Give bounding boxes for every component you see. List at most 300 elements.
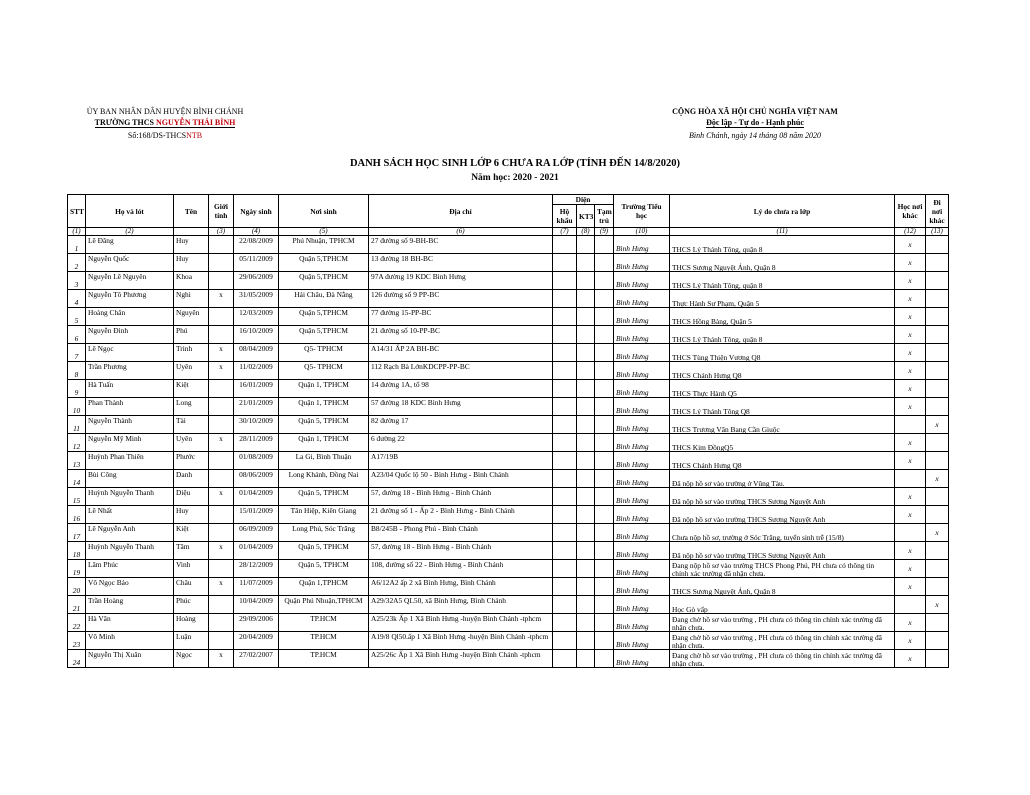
cell-ho: Lê Ngọc xyxy=(86,344,174,362)
col-kt3: KT3 xyxy=(577,205,595,228)
col-diachi: Địa chỉ xyxy=(369,195,553,228)
col-tamtru: Tạm trú xyxy=(595,205,614,228)
cell-kt3 xyxy=(577,416,595,434)
cell-truong: Bình Hưng xyxy=(614,650,670,668)
cell-diachi: A19/8 Ql50.ấp 1 Xã Bình Hưng -huyện Bình Chánh -tphcm xyxy=(369,632,553,650)
document-date: Bình Chánh, ngày 14 tháng 08 năm 2020 xyxy=(689,131,821,140)
cell-stt: 19 xyxy=(68,560,86,578)
cell-lydo: Đang chờ hồ sơ vào trường , PH chưa có thông tin chính xác trường đã nhận chưa. xyxy=(670,632,895,650)
cell-truong: Bình Hưng xyxy=(614,578,670,596)
cell-ngaysinh: 28/11/2009 xyxy=(234,434,279,452)
cell-diachi: B8/245B - Phong Phú - Bình Chánh xyxy=(369,524,553,542)
table-row xyxy=(68,542,949,560)
cell-dinoikhac xyxy=(926,344,949,362)
cell-ho: Nguyễn Lê Nguyên xyxy=(86,272,174,290)
cell-dinoikhac xyxy=(926,614,949,632)
cell-truong: Bình Hưng xyxy=(614,614,670,632)
cell-gioitinh: x xyxy=(209,344,234,362)
cell-gioitinh xyxy=(209,632,234,650)
cell-hokhau xyxy=(553,398,577,416)
cell-truong: Bình Hưng xyxy=(614,344,670,362)
cell-hokhau xyxy=(553,416,577,434)
col-ngaysinh: Ngày sinh xyxy=(234,195,279,228)
cell-lydo: THCS Sương Nguyệt Ánh, Quận 8 xyxy=(670,254,895,272)
cell-ten: Nguyên xyxy=(174,308,209,326)
col-dinoikhac: Đi nơi khác xyxy=(926,195,949,228)
cell-ngaysinh: 30/10/2009 xyxy=(234,416,279,434)
cell-gioitinh xyxy=(209,560,234,578)
cell-noisinh: Quận 1, TPHCM xyxy=(279,380,369,398)
cell-hocnoikhac: x xyxy=(895,308,926,326)
cell-gioitinh: x xyxy=(209,650,234,668)
cell-diachi: 112 Rạch Bà LớnKDCPP-PP-BC xyxy=(369,362,553,380)
cell-noisinh: Long Phú, Sóc Trăng xyxy=(279,524,369,542)
table-row xyxy=(68,596,949,614)
cell-gioitinh xyxy=(209,524,234,542)
cell-tamtru xyxy=(595,344,614,362)
cell-noisinh: Q5- TPHCM xyxy=(279,362,369,380)
cell-ngaysinh: 06/09/2009 xyxy=(234,524,279,542)
table-row xyxy=(68,416,949,434)
cell-truong: Bình Hưng xyxy=(614,488,670,506)
cell-hokhau xyxy=(553,596,577,614)
cell-noisinh: Q5- TPHCM xyxy=(279,344,369,362)
cell-lydo: THCS Lý Thánh Tông, quận 8 xyxy=(670,326,895,344)
cell-truong: Bình Hưng xyxy=(614,542,670,560)
cell-lydo: Đã nộp hồ sơ vào trường THCS Sương Nguyệt Anh xyxy=(670,506,895,524)
cell-lydo: Chưa nộp hồ sơ, trường ở Sóc Trăng, tuyển sinh trễ (15/8) xyxy=(670,524,895,542)
cell-ngaysinh: 29/09/2006 xyxy=(234,614,279,632)
cell-hokhau xyxy=(553,524,577,542)
cell-hokhau xyxy=(553,578,577,596)
table-row xyxy=(68,650,949,668)
col-lydo: Lý do chưa ra lớp xyxy=(670,195,895,228)
cell-dinoikhac xyxy=(926,632,949,650)
cell-diachi: A25/26c Ấp 1 Xã Bình Hưng -huyện Bình Chánh -tphcm xyxy=(369,650,553,668)
cell-kt3 xyxy=(577,380,595,398)
cell-kt3 xyxy=(577,524,595,542)
cell-ho: Hà Văn xyxy=(86,614,174,632)
cell-truong: Bình Hưng xyxy=(614,254,670,272)
cell-diachi: 13 đường 18 BH-BC xyxy=(369,254,553,272)
cell-noisinh: Quận 5,TPHCM xyxy=(279,272,369,290)
cell-lydo: THCS Chánh Hưng Q8 xyxy=(670,452,895,470)
cell-dinoikhac xyxy=(926,380,949,398)
cell-truong: Bình Hưng xyxy=(614,596,670,614)
cell-stt: 20 xyxy=(68,578,86,596)
cell-ngaysinh: 29/06/2009 xyxy=(234,272,279,290)
cell-dinoikhac: x xyxy=(926,470,949,488)
cell-tamtru xyxy=(595,434,614,452)
cell-dinoikhac xyxy=(926,542,949,560)
cell-ten: Ngọc xyxy=(174,650,209,668)
cell-dinoikhac xyxy=(926,650,949,668)
col-ten: Tên xyxy=(174,195,209,228)
cell-stt: 8 xyxy=(68,362,86,380)
cell-ngaysinh: 31/05/2009 xyxy=(234,290,279,308)
cell-ten: Tâm xyxy=(174,542,209,560)
cell-kt3 xyxy=(577,398,595,416)
cell-gioitinh xyxy=(209,506,234,524)
cell-hocnoikhac: x xyxy=(895,326,926,344)
cell-tamtru xyxy=(595,452,614,470)
cell-ngaysinh: 21/01/2009 xyxy=(234,398,279,416)
cell-lydo: Đang nộp hồ sơ vào trường THCS Phong Phú, PH chưa có thông tin chính xác trường đã nhận chưa. xyxy=(670,560,895,578)
cell-lydo: Đã nộp hồ sơ vào trường ở Vũng Tàu. xyxy=(670,470,895,488)
cell-tamtru xyxy=(595,470,614,488)
cell-truong: Bình Hưng xyxy=(614,434,670,452)
cell-truong: Bình Hưng xyxy=(614,290,670,308)
cell-ho: Nguyễn Quốc xyxy=(86,254,174,272)
cell-diachi: A25/23k Ấp 1 Xã Bình Hưng -huyện Bình Chánh -tphcm xyxy=(369,614,553,632)
cell-diachi: 57, đường 18 - Bình Hưng - Bình Chánh xyxy=(369,488,553,506)
cell-lydo: Đã nộp hồ sơ vào trường THCS Sương Nguyệt Anh xyxy=(670,488,895,506)
cell-kt3 xyxy=(577,578,595,596)
national-motto: Độc lập - Tự do - Hạnh phúc xyxy=(706,118,804,127)
column-number-row: (1) (2) (3) (4) (5) (6) (7) (8) (9) (10) (11) (12) (13) xyxy=(68,228,949,236)
cell-hocnoikhac: x xyxy=(895,614,926,632)
cell-diachi: A29/32A5 QL50, xã Bình Hưng, Bình Chánh xyxy=(369,596,553,614)
cell-ngaysinh: 28/12/2009 xyxy=(234,560,279,578)
cell-truong: Bình Hưng xyxy=(614,380,670,398)
cell-dinoikhac xyxy=(926,506,949,524)
cell-kt3 xyxy=(577,488,595,506)
cell-kt3 xyxy=(577,632,595,650)
cell-ten: Huy xyxy=(174,236,209,254)
cell-dinoikhac xyxy=(926,272,949,290)
cell-lydo: Đã nộp hồ sơ vào trường THCS Sương Nguyệt Anh xyxy=(670,542,895,560)
cell-hocnoikhac: x xyxy=(895,290,926,308)
cell-hocnoikhac: x xyxy=(895,344,926,362)
cell-ten: Phú xyxy=(174,326,209,344)
table-row xyxy=(68,308,949,326)
cell-ho: Phan Thành xyxy=(86,398,174,416)
cell-tamtru xyxy=(595,236,614,254)
cell-ten: Uyên xyxy=(174,434,209,452)
cell-tamtru xyxy=(595,380,614,398)
cell-hocnoikhac: x xyxy=(895,542,926,560)
cell-diachi: A17/19B xyxy=(369,452,553,470)
cell-truong: Bình Hưng xyxy=(614,308,670,326)
cell-ho: Nguyễn Thành xyxy=(86,416,174,434)
cell-stt: 16 xyxy=(68,506,86,524)
cell-diachi: 27 đường số 9-BH-BC xyxy=(369,236,553,254)
table-row xyxy=(68,362,949,380)
table-row xyxy=(68,506,949,524)
cell-gioitinh: x xyxy=(209,578,234,596)
cell-diachi: 21 đường số 10-PP-BC xyxy=(369,326,553,344)
cell-noisinh: Long Khánh, Đồng Nai xyxy=(279,470,369,488)
cell-ho: Lê Nhất xyxy=(86,506,174,524)
cell-hokhau xyxy=(553,506,577,524)
cell-ho: Trần Hoàng xyxy=(86,596,174,614)
cell-noisinh: Quận 1, TPHCM xyxy=(279,434,369,452)
cell-stt: 13 xyxy=(68,452,86,470)
cell-lydo: THCS Tùng Thiện Vương Q8 xyxy=(670,344,895,362)
cell-noisinh: TP.HCM xyxy=(279,614,369,632)
col-dien: Diện xyxy=(553,195,614,205)
table-row xyxy=(68,326,949,344)
cell-noisinh: Quận 1, TPHCM xyxy=(279,398,369,416)
table-row xyxy=(68,614,949,632)
cell-noisinh: Quận 5, TPHCM xyxy=(279,488,369,506)
cell-ho: Võ Ngọc Bảo xyxy=(86,578,174,596)
cell-ho: Nguyễn Tô Phương xyxy=(86,290,174,308)
cell-lydo: Học Gò vấp xyxy=(670,596,895,614)
cell-kt3 xyxy=(577,272,595,290)
cell-ho: Huỳnh Phan Thiên xyxy=(86,452,174,470)
cell-noisinh: Quận 5, TPHCM xyxy=(279,542,369,560)
cell-noisinh: Quận Phú Nhuận,TPHCM xyxy=(279,596,369,614)
cell-stt: 14 xyxy=(68,470,86,488)
cell-hocnoikhac: x xyxy=(895,254,926,272)
cell-truong: Bình Hưng xyxy=(614,560,670,578)
cell-hokhau xyxy=(553,542,577,560)
cell-truong: Bình Hưng xyxy=(614,416,670,434)
cell-noisinh: Hải Châu, Đà Nẵng xyxy=(279,290,369,308)
document-title: DANH SÁCH HỌC SINH LỚP 6 CHƯA RA LỚP (TÍNH ĐẾN 14/8/2020) xyxy=(349,158,681,169)
cell-lydo: Thực Hành Sư Phạm, Quận 5 xyxy=(670,290,895,308)
cell-dinoikhac xyxy=(926,578,949,596)
cell-dinoikhac xyxy=(926,434,949,452)
cell-gioitinh xyxy=(209,272,234,290)
cell-stt: 22 xyxy=(68,614,86,632)
cell-kt3 xyxy=(577,326,595,344)
cell-lydo: THCS Lý Thánh Tông, quận 8 xyxy=(670,272,895,290)
cell-ten: Hoàng xyxy=(174,614,209,632)
cell-ngaysinh: 12/03/2009 xyxy=(234,308,279,326)
cell-hocnoikhac: x xyxy=(895,272,926,290)
cell-hokhau xyxy=(553,470,577,488)
cell-ngaysinh: 11/07/2009 xyxy=(234,578,279,596)
col-ho: Họ và lót xyxy=(86,195,174,228)
cell-hocnoikhac xyxy=(895,524,926,542)
cell-gioitinh xyxy=(209,452,234,470)
table-row xyxy=(68,452,949,470)
cell-ngaysinh: 16/10/2009 xyxy=(234,326,279,344)
cell-truong: Bình Hưng xyxy=(614,452,670,470)
cell-hokhau xyxy=(553,614,577,632)
cell-ho: Võ Minh xyxy=(86,632,174,650)
cell-ho: Bùi Công xyxy=(86,470,174,488)
cell-dinoikhac xyxy=(926,308,949,326)
cell-stt: 11 xyxy=(68,416,86,434)
student-table xyxy=(67,194,949,668)
cell-tamtru xyxy=(595,578,614,596)
cell-ho: Nguyễn Thị Xuân xyxy=(86,650,174,668)
cell-ten: Khoa xyxy=(174,272,209,290)
table-row xyxy=(68,254,949,272)
cell-ho: Lê Đăng xyxy=(86,236,174,254)
cell-stt: 9 xyxy=(68,380,86,398)
cell-stt: 10 xyxy=(68,398,86,416)
cell-ho: Lâm Phúc xyxy=(86,560,174,578)
issuer-school: TRƯỜNG THCS NGUYỄN THÁI BÌNH xyxy=(94,118,236,127)
cell-hocnoikhac: x xyxy=(895,380,926,398)
cell-gioitinh xyxy=(209,236,234,254)
cell-kt3 xyxy=(577,290,595,308)
cell-hocnoikhac: x xyxy=(895,362,926,380)
cell-gioitinh: x xyxy=(209,488,234,506)
cell-ngaysinh: 01/04/2009 xyxy=(234,542,279,560)
cell-kt3 xyxy=(577,596,595,614)
table-row xyxy=(68,632,949,650)
cell-stt: 15 xyxy=(68,488,86,506)
cell-kt3 xyxy=(577,434,595,452)
cell-ngaysinh: 15/01/2009 xyxy=(234,506,279,524)
cell-ho: Huỳnh Nguyễn Thanh xyxy=(86,542,174,560)
cell-kt3 xyxy=(577,344,595,362)
cell-tamtru xyxy=(595,398,614,416)
cell-lydo: Đang chờ hồ sơ vào trường , PH chưa có thông tin chính xác trường đã nhận chưa. xyxy=(670,650,895,668)
cell-kt3 xyxy=(577,506,595,524)
cell-truong: Bình Hưng xyxy=(614,398,670,416)
cell-ngaysinh: 01/08/2009 xyxy=(234,452,279,470)
cell-diachi: A6/12A2 ấp 2 xã Bình Hưng, Bình Chánh xyxy=(369,578,553,596)
cell-tamtru xyxy=(595,272,614,290)
cell-hocnoikhac xyxy=(895,470,926,488)
cell-ngaysinh: 05/11/2009 xyxy=(234,254,279,272)
cell-truong: Bình Hưng xyxy=(614,632,670,650)
cell-ten: Kiệt xyxy=(174,380,209,398)
cell-noisinh: Quận 5, TPHCM xyxy=(279,560,369,578)
cell-ngaysinh: 08/06/2009 xyxy=(234,470,279,488)
cell-stt: 24 xyxy=(68,650,86,668)
table-row xyxy=(68,236,949,254)
document-number: Số:168/DS-THCSNTB xyxy=(127,131,203,140)
national-name: CỘNG HÒA XÃ HỘI CHỦ NGHĨA VIỆT NAM xyxy=(672,107,838,116)
cell-noisinh: La Gi, Bình Thuận xyxy=(279,452,369,470)
cell-diachi: 14 đường 1A, tổ 98 xyxy=(369,380,553,398)
cell-kt3 xyxy=(577,560,595,578)
col-noisinh: Nơi sinh xyxy=(279,195,369,228)
cell-dinoikhac xyxy=(926,398,949,416)
cell-gioitinh xyxy=(209,380,234,398)
col-hokhau: Hộ khẩu xyxy=(553,205,577,228)
cell-ho: Nguyễn Mỹ Minh xyxy=(86,434,174,452)
cell-stt: 17 xyxy=(68,524,86,542)
cell-gioitinh xyxy=(209,416,234,434)
cell-hocnoikhac: x xyxy=(895,578,926,596)
cell-ten: Long xyxy=(174,398,209,416)
cell-diachi: 108, đường số 22 - Bình Hưng - Bình Chánh xyxy=(369,560,553,578)
cell-stt: 1 xyxy=(68,236,86,254)
cell-hocnoikhac: x xyxy=(895,452,926,470)
table-row xyxy=(68,290,949,308)
cell-tamtru xyxy=(595,362,614,380)
table-row xyxy=(68,380,949,398)
cell-ho: Hà Tuấn xyxy=(86,380,174,398)
cell-hocnoikhac: x xyxy=(895,650,926,668)
school-year: Năm học: 2020 - 2021 xyxy=(471,173,559,183)
cell-hokhau xyxy=(553,452,577,470)
cell-ho: Huỳnh Nguyễn Thanh xyxy=(86,488,174,506)
cell-truong: Bình Hưng xyxy=(614,524,670,542)
cell-tamtru xyxy=(595,308,614,326)
cell-ten: Huy xyxy=(174,506,209,524)
cell-noisinh: Tân Hiệp, Kiên Giang xyxy=(279,506,369,524)
cell-diachi: 126 đường số 9 PP-BC xyxy=(369,290,553,308)
cell-ngaysinh: 10/04/2009 xyxy=(234,596,279,614)
cell-truong: Bình Hưng xyxy=(614,470,670,488)
issuer-authority: ỦY BAN NHÂN DÂN HUYỆN BÌNH CHÁNH xyxy=(86,107,244,116)
cell-lydo: THCS Thực Hành Q5 xyxy=(670,380,895,398)
cell-kt3 xyxy=(577,470,595,488)
cell-gioitinh: x xyxy=(209,542,234,560)
cell-noisinh: Quận 5,TPHCM xyxy=(279,254,369,272)
cell-ten: Luận xyxy=(174,632,209,650)
cell-hokhau xyxy=(553,290,577,308)
cell-tamtru xyxy=(595,650,614,668)
cell-lydo: THCS Lý Thánh Tông Q8 xyxy=(670,398,895,416)
cell-hokhau xyxy=(553,488,577,506)
cell-truong: Bình Hưng xyxy=(614,326,670,344)
cell-tamtru xyxy=(595,290,614,308)
cell-noisinh: TP.HCM xyxy=(279,650,369,668)
cell-noisinh: Quận 5,TPHCM xyxy=(279,308,369,326)
cell-dinoikhac xyxy=(926,236,949,254)
cell-dinoikhac xyxy=(926,452,949,470)
cell-hokhau xyxy=(553,272,577,290)
cell-hokhau xyxy=(553,380,577,398)
cell-hocnoikhac xyxy=(895,596,926,614)
cell-dinoikhac xyxy=(926,488,949,506)
cell-hocnoikhac: x xyxy=(895,506,926,524)
cell-truong: Bình Hưng xyxy=(614,236,670,254)
cell-lydo: THCS Lý Thánh Tông, quận 8 xyxy=(670,236,895,254)
cell-ngaysinh: 11/02/2009 xyxy=(234,362,279,380)
cell-gioitinh: x xyxy=(209,362,234,380)
cell-stt: 23 xyxy=(68,632,86,650)
cell-noisinh: Quận 5, TPHCM xyxy=(279,416,369,434)
cell-ten: Nghi xyxy=(174,290,209,308)
cell-hocnoikhac: x xyxy=(895,560,926,578)
cell-hocnoikhac: x xyxy=(895,488,926,506)
cell-hokhau xyxy=(553,236,577,254)
cell-kt3 xyxy=(577,452,595,470)
cell-hocnoikhac: x xyxy=(895,236,926,254)
cell-hokhau xyxy=(553,650,577,668)
cell-stt: 7 xyxy=(68,344,86,362)
cell-hocnoikhac: x xyxy=(895,632,926,650)
cell-noisinh: TP.HCM xyxy=(279,632,369,650)
table-row xyxy=(68,578,949,596)
col-gioitinh: Giới tính xyxy=(209,195,234,228)
cell-kt3 xyxy=(577,614,595,632)
cell-truong: Bình Hưng xyxy=(614,272,670,290)
cell-hocnoikhac: x xyxy=(895,434,926,452)
cell-stt: 3 xyxy=(68,272,86,290)
cell-ten: Trinh xyxy=(174,344,209,362)
cell-hokhau xyxy=(553,254,577,272)
cell-hokhau xyxy=(553,344,577,362)
cell-tamtru xyxy=(595,542,614,560)
cell-noisinh: Quận 1,TPHCM xyxy=(279,578,369,596)
cell-ngaysinh: 20/04/2009 xyxy=(234,632,279,650)
cell-kt3 xyxy=(577,236,595,254)
cell-noisinh: Phú Nhuận, TPHCM xyxy=(279,236,369,254)
table-row xyxy=(68,272,949,290)
cell-diachi: 97A đường 19 KDC Bình Hưng xyxy=(369,272,553,290)
cell-ngaysinh: 16/01/2009 xyxy=(234,380,279,398)
cell-ten: Kiệt xyxy=(174,524,209,542)
cell-stt: 21 xyxy=(68,596,86,614)
cell-kt3 xyxy=(577,308,595,326)
cell-hokhau xyxy=(553,326,577,344)
cell-gioitinh: x xyxy=(209,290,234,308)
cell-diachi: 77 đường 15-PP-BC xyxy=(369,308,553,326)
cell-diachi: 21 đường số 1 - Ấp 2 - Bình Hưng - Bình Chánh xyxy=(369,506,553,524)
